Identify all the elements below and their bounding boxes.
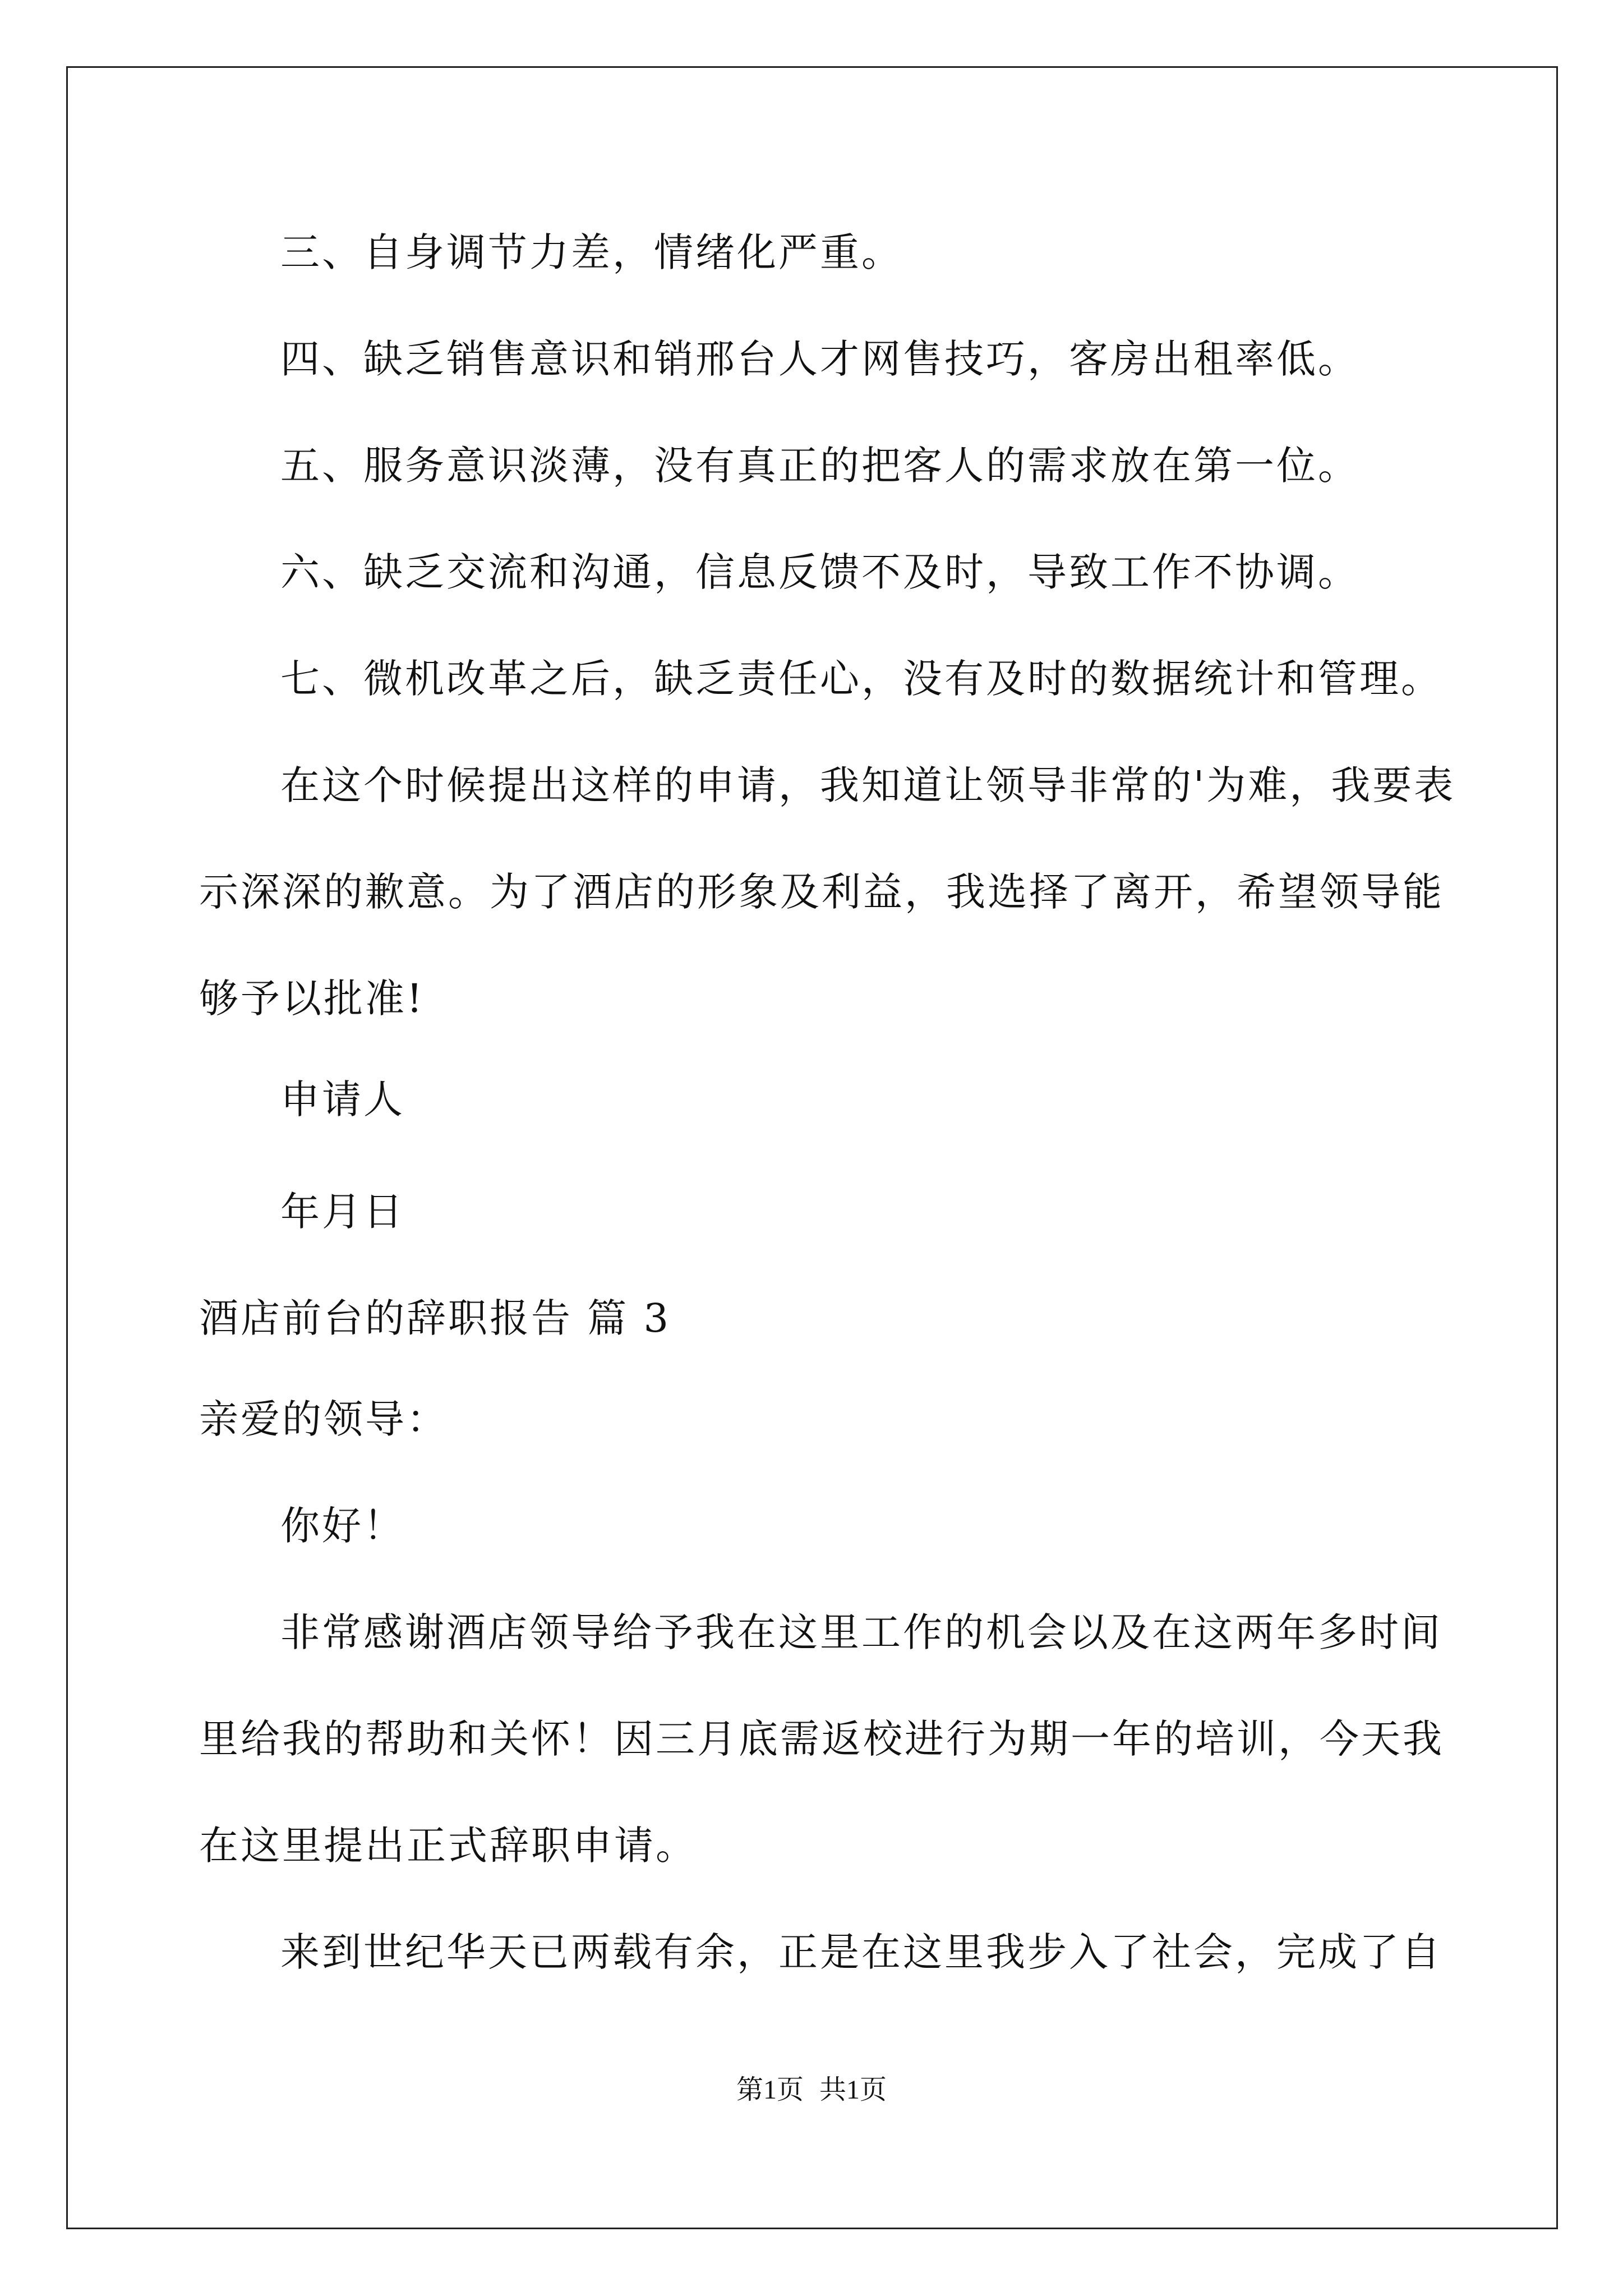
page-border bbox=[66, 66, 1558, 2229]
text-line: 来到世纪华天已两载有余，正是在这里我步入了社会，完成了自 bbox=[280, 1929, 1442, 1975]
greeting: 你好！ bbox=[280, 1503, 405, 1549]
text-line: 在这里提出正式辞职申请。 bbox=[199, 1823, 697, 1869]
page-total: 共1页 bbox=[819, 2075, 887, 2105]
section-heading: 酒店前台的辞职报告 篇 3 bbox=[199, 1295, 671, 1341]
page-footer bbox=[0, 2073, 1623, 2107]
text-line: 七、微机改革之后，缺乏责任心，没有及时的数据统计和管理。 bbox=[280, 656, 1442, 702]
text-line: 六、缺乏交流和沟通，信息反馈不及时，导致工作不协调。 bbox=[280, 549, 1359, 595]
text-line: 在这个时候提出这样的申请，我知道让领导非常的'为难，我要表 bbox=[280, 762, 1456, 808]
text-line: 示深深的歉意。为了酒店的形象及利益，我选择了离开，希望领导能 bbox=[199, 869, 1444, 915]
page-number: 第1页 bbox=[736, 2075, 804, 2105]
text-line: 里给我的帮助和关怀！因三月底需返校进行为期一年的培训，今天我 bbox=[199, 1716, 1444, 1762]
text-line: 非常感谢酒店领导给予我在这里工作的机会以及在这两年多时间 bbox=[280, 1609, 1442, 1655]
salutation: 亲爱的领导： bbox=[199, 1396, 448, 1442]
signature-label: 申请人 bbox=[280, 1076, 405, 1122]
date-label: 年月日 bbox=[280, 1189, 405, 1235]
text-line: 五、服务意识淡薄，没有真正的把客人的需求放在第一位。 bbox=[280, 443, 1359, 489]
text-line: 四、缺乏销售意识和销邢台人才网售技巧，客房出租率低。 bbox=[280, 336, 1359, 382]
text-line: 三、自身调节力差，情绪化严重。 bbox=[280, 229, 903, 275]
text-line: 够予以批准! bbox=[199, 976, 425, 1022]
